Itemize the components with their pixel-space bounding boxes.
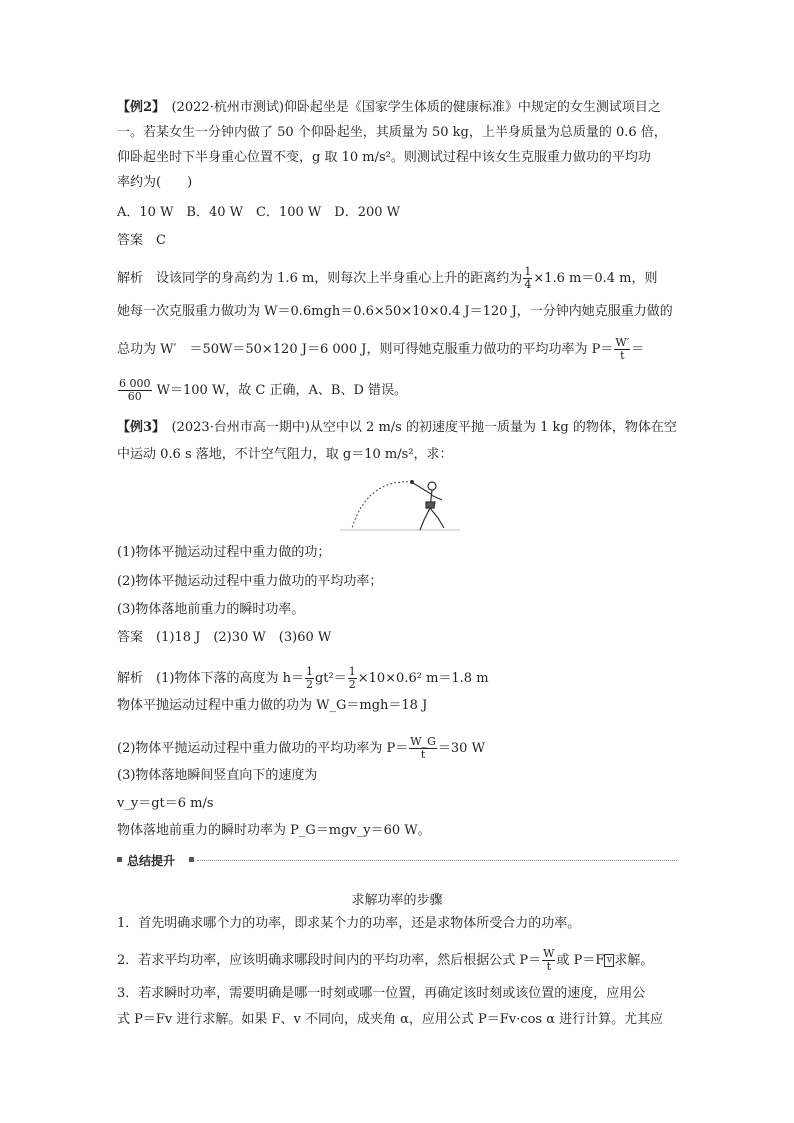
example3-line1: 【例3】 (2023·台州市高一期中)从空中以 2 m/s 的初速度平抛一质量为 1 kg 的物体，物体在空 — [117, 420, 677, 435]
example3-answer: 答案 (1)18 J (2)30 W (3)60 W — [117, 630, 332, 645]
example2-options: A．10 W B．40 W C．100 W D．200 W — [117, 205, 400, 220]
example3-q3: (3)物体落地前重力的瞬时功率。 — [117, 602, 305, 617]
fraction: $\frac{1}{2}$ — [348, 665, 356, 691]
fraction: $\frac{W}{t}$ — [543, 947, 555, 973]
example3-analysis-5: v_y＝gt＝6 m/s — [117, 796, 214, 811]
fraction: $\frac{1}{4}$ — [524, 265, 532, 291]
example3-line2: 中运动 0.6 s 落地，不计空气阻力，取 g＝10 m/s²，求： — [117, 447, 453, 462]
summary-title: 求解功率的步骤 — [351, 893, 443, 908]
fraction: $\frac{6 000}{60}$ — [119, 377, 151, 403]
example2-analysis-3: 总功为 W′ ＝50W＝50×120 J＝6 000 J，则可得她克服重力做功的平均功率为 P＝ $\frac{W'}{t}$ ＝ — [117, 336, 645, 362]
example2-tag: 【例2】 — [117, 100, 159, 115]
summary-point-3a: 3．若求瞬时功率，需要明确是哪一时刻或哪一位置，再确定该时刻或该位置的速度，应用公 — [117, 986, 646, 1001]
fraction: $\frac{1}{2}$ — [305, 665, 313, 691]
example3-analysis-1: 解析 (1)物体下落的高度为 h＝ $\frac{1}{2}$ gt²＝ $\frac{1}{2}$ ×10×0.6² m＝1.8 m — [117, 665, 489, 691]
example2-line4: 率约为( ) — [117, 175, 193, 190]
summary-heading — [117, 852, 677, 868]
example2-analysis-2: 她每一次克服重力做功为 W＝0.6mgh＝0.6×50×10×0.4 J＝120 J，一分钟内她克服重力做的 — [117, 304, 673, 319]
summary-point-1: 1．首先明确求哪个力的功率，即求某个力的功率，还是求物体所受合力的功率。 — [117, 916, 581, 931]
fraction: $\frac{W\_G}{t}$ — [410, 735, 436, 761]
example2-analysis-4: $\frac{6 000}{60}$ W＝100 W，故 C 正确，A、B、D 错误。 — [119, 377, 408, 403]
fraction: $\frac{W'}{t}$ — [615, 336, 630, 362]
projectile-illustration — [340, 474, 460, 536]
example3-analysis-6: 物体落地前重力的瞬时功率为 P_G＝mgv_y＝60 W。 — [117, 823, 431, 838]
example3-analysis-2: 物体平抛运动过程中重力做的功为 W_G＝mgh＝18 J — [117, 698, 428, 713]
example2-line1: 【例2】 (2022·杭州市测试)仰卧起坐是《国家学生体质的健康标准》中规定的女生测试项目之 — [117, 100, 661, 115]
example3-q1: (1)物体平抛运动过程中重力做的功； — [117, 545, 331, 560]
example2-line2: 一。若某女生一分钟内做了 50 个仰卧起坐，其质量为 50 kg，上半身质量为总质量的 0.6 倍， — [117, 125, 667, 140]
summary-point-3b: 式 P＝Fv 进行求解。如果 F、v 不同向，成夹角 α，应用公式 P＝Fv·cos α 进行计算。尤其应 — [117, 1012, 664, 1027]
boxed-v-glyph: v — [604, 954, 614, 967]
example3-analysis-4: (3)物体落地瞬间竖直向下的速度为 — [117, 768, 318, 783]
summary-point-2: 2．若求平均功率，应该明确求哪段时间内的平均功率，然后根据公式 P＝ $\frac{W}{t}$ 或 P＝F v 求解。 — [117, 947, 654, 973]
example3-analysis-3: (2)物体平抛运动过程中重力做功的平均功率为 P＝ $\frac{W\_G}{t}$ ＝30 W — [117, 735, 485, 761]
person-icon — [413, 482, 444, 530]
example2-line3: 仰卧起坐时下半身重心位置不变，g 取 10 m/s²。则测试过程中该女生克服重力做功的平均功 — [117, 150, 651, 165]
summary-heading-text: 总结提升 — [127, 854, 176, 868]
bullet-square-icon — [117, 857, 122, 862]
divider — [197, 860, 677, 861]
trajectory-curve — [352, 482, 412, 528]
example2-analysis-1: 解析 设该同学的身高约为 1.6 m，则每次上半身重心上升的距离约为 $\frac{1}{4}$ ×1.6 m＝0.4 m，则 — [117, 265, 658, 291]
bullet-square-icon — [189, 857, 194, 862]
example3-q2: (2)物体平抛运动过程中重力做功的平均功率； — [117, 574, 383, 589]
example2-answer: 答案 C — [117, 233, 166, 248]
example3-tag: 【例3】 — [117, 420, 159, 435]
